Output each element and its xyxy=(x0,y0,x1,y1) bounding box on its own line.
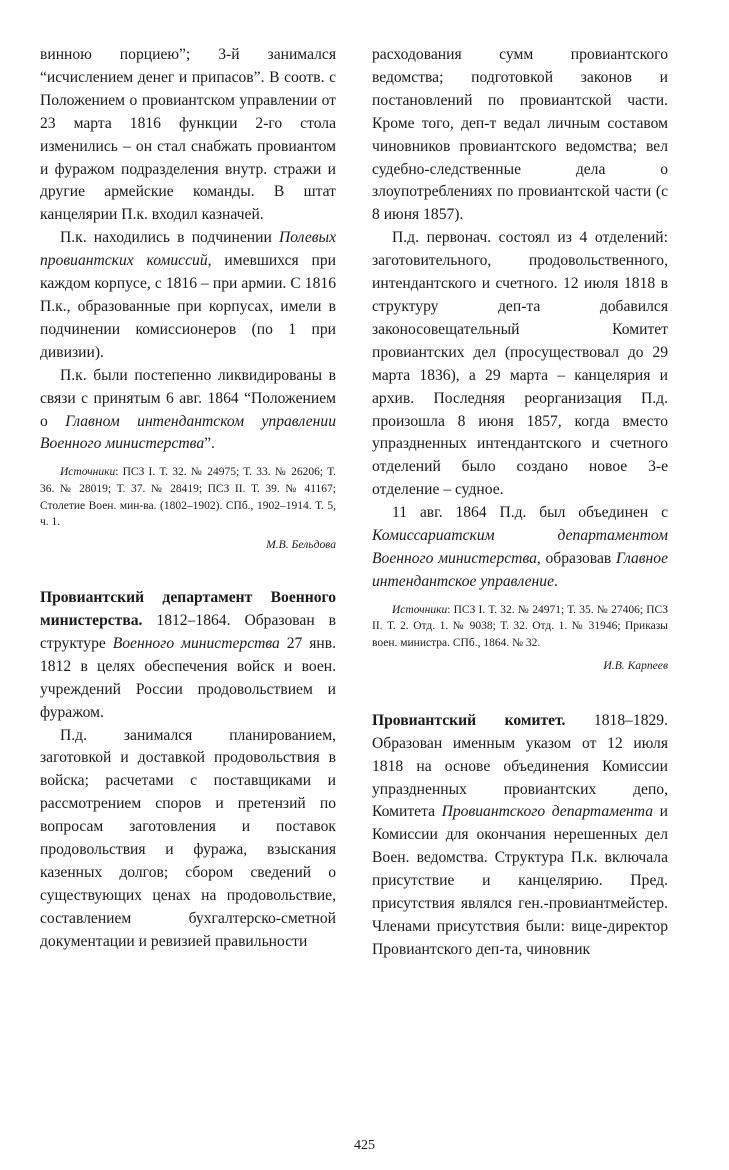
paragraph: расходования сумм провиантского ведомства; подготовкой законов и постановлений по провиантской части. Кроме того, деп-т ведал личным составом чиновников провиантского ведомства; вел судебно-следственные дела о злоупотреблениях по провиантской части (с 8 июня 1857). xyxy=(372,46,668,224)
term-link: Военного министерства xyxy=(112,634,280,652)
entry-heading-paragraph: Провиантский департамент Военного министерства. 1812–1864. Образован в структуре Военного министерства 27 янв. 1812 в целях обеспечения войск и воен. учреждений России продовольствием и фуражом. xyxy=(40,589,337,721)
author-signature: М.В. Бельдова xyxy=(266,538,336,552)
term-link: Главное интендантское управление xyxy=(372,549,668,590)
term-link: Полевых провиантских комиссий xyxy=(40,229,336,270)
paragraph: винною порциею”; 3-й занимался “исчислением денег и припасов”. В соотв. с Положением о провиантском управлении от 23 марта 1816 функции 2-го стола изменились – он стал снабжать провиантом и фуражом подразделения внутр. стражи и другие армейские команды. В штат канцелярии П.к. входил казначей. xyxy=(40,46,336,224)
term-link: Провиантского департамента xyxy=(441,803,654,821)
paragraph: П.д. первонач. состоял из 4 отделений: заготовительного, продовольственного, интендантского и счетного. 12 июля 1818 в структуру деп-та добавился законосовещательный Комитет провиантских дел (просуществовал до 29 марта 1836), а 29 марта – канцелярия и архив. Последняя реорганизация П.д. произошла 8 июня 1857, когда вместо упраздненных интендантского и счетного отделений было создано новое 3-е отделение – судное. xyxy=(372,229,668,499)
right-column xyxy=(372,44,668,962)
term-link: Комиссариатским департаментом Военного министерства xyxy=(372,527,668,567)
entry-heading-paragraph: Провиантский комитет. 1818–1829. Образован именным указом от 12 июля 1818 на основе объединения Комиссии упраздненных провиантских депо, Комитета Провиантского департамента и Комиссии для окончания нерешенных дел Воен. ведомства. Структура П.к. включала присутствие и канцелярию. Пред. присутствия являлся ген.-провиантмейстер. Членами присутствия были: вице-директор Провиантского деп-та, чиновник xyxy=(372,711,668,958)
paragraph: П.к. были постепенно ликвидированы в связи с принятым 6 авг. 1864 “Положением о Главном интендантском управлении Военного министерства”. xyxy=(40,366,336,453)
page-number: 425 xyxy=(354,1138,375,1153)
author-signature: И.В. Карпеев xyxy=(603,658,668,672)
paragraph: П.к. находились в подчинении Полевых провиантских комиссий, имевшихся при каждом корпусе, с 1816 – при армии. С 1816 П.к., образованные при корпусах, имели в подчинении комиссионеров (по 1 при дивизии). xyxy=(40,229,336,361)
sources: Источники: ПСЗ I. Т. 32. № 24971; Т. 35. № 27406; ПСЗ II. Т. 2. Отд. 1. № 9038; Т. 32. Отд. 1. № 31946; Приказы воен. министра. СПб., 1864. № 32. xyxy=(372,603,668,650)
left-column xyxy=(40,44,336,954)
term-link: Главном интендантском управлении Военного министерства xyxy=(40,412,336,453)
sources: Источники: ПСЗ I. Т. 32. № 24975; Т. 33. № 26206; Т. 36. № 28019; Т. 37. № 28419; ПСЗ II. Т. 39. № 41167; Столетие Воен. мин-ва. (1802–1902). СПб., 1902–1914. Т. 5, ч. 1. xyxy=(40,466,336,529)
entry-title: Провиантский комитет. xyxy=(372,711,566,729)
paragraph: 11 авг. 1864 П.д. был объединен с Комиссариатским департаментом Военного министерства, образовав Главное интендантское управление. xyxy=(372,504,668,590)
entry-title: Провиантский департамент Военного министерства. xyxy=(40,589,336,630)
paragraph: П.д. занимался планированием, заготовкой и доставкой продовольствия в войска; расчетами с поставщиками и рассмотрением споров и претензий по вопросам заготовления и поставок продовольствия и фуража, взыскания казенных долгов; сбором сведений о существующих ценах на продовольствие, составлением бухгалтерско-сметной документации и ревизией правильности xyxy=(40,726,336,950)
